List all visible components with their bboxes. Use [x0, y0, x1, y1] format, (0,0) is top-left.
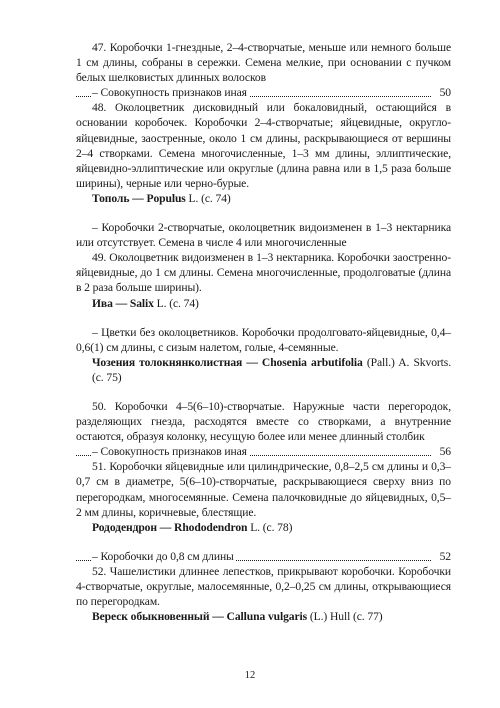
spacer	[76, 535, 451, 549]
taxon-rhododendron-name: Рододендрон — Rhododendron	[92, 520, 248, 534]
couplet-49-alt-text: – Цветки без околоцветников. Коробочки продолговато-яйцевидные, 0,4–0,6(1) см длины, с сизым налетом, голые, 4-семянные.	[76, 325, 451, 354]
taxon-calluna-author: (L.) Hull (с. 77)	[307, 610, 383, 624]
couplet-50-text: 50. Коробочки 4–5(6–10)-створчатые. Наружные части перегородок, разделяющих гнезда, расходятся вместе со створками, а внутренние остаются, образуя колонку, несущую более или менее длинный столбик	[76, 399, 451, 444]
couplet-50-alt	[76, 444, 451, 459]
couplet-50-alt-ref: 56	[437, 444, 451, 459]
couplet-51-text: 51. Коробочки яйцевидные или цилиндрические, 0,8–2,5 см длины и 0,3–0,7 см в диаметре, 5(6–10)-створчатые, раскрывающиеся сверху вниз по перегородкам, многосемянные. Семена палочковидные до яйцевидных, 0,5–2 мм длины, коричневые, блестящие.	[76, 460, 451, 519]
taxon-populus	[76, 191, 451, 206]
couplet-48-text: 48. Околоцветник дисковидный или бокаловидный, остающийся в основании коробочек. Коробочки 2–4-створчатые; яйцевидные, округло-яйцевидные, заостренные, около 1 см длины, раскрывающиеся от вершины 2–4 створками. Семена многочисленные, 1–3 мм длины, эллиптические, яйцевидно-эллиптические или округлые (длина равна или в 1,5 раза больше ширины), черные или черно-бурые.	[76, 101, 451, 190]
spacer	[76, 311, 451, 325]
couplet-47-alt-ref: 50	[437, 85, 451, 100]
couplet-51-alt-ref: 52	[437, 549, 451, 564]
taxon-salix-author: L. (с. 74)	[153, 296, 199, 310]
spacer	[76, 206, 451, 220]
taxon-calluna-name: Вереск обыкновенный — Calluna vulgaris	[92, 610, 308, 624]
spacer	[76, 385, 451, 399]
taxon-chosenia-author: (Pall.) A. Skvorts. (с. 75)	[92, 355, 451, 384]
couplet-47-alt-text: – Совокупность признаков иная	[92, 86, 247, 100]
couplet-51-alt-text: – Коробочки до 0,8 см длины	[92, 549, 234, 563]
couplet-47-alt	[76, 85, 451, 100]
taxon-populus-author: L. (с. 74)	[185, 191, 231, 205]
taxon-salix	[76, 296, 451, 311]
couplet-51-alt	[76, 549, 451, 564]
taxon-chosenia	[76, 355, 451, 385]
couplet-50-alt-text: – Совокупность признаков иная	[92, 445, 247, 459]
key-page	[76, 40, 451, 624]
couplet-47-text: 47. Коробочки 1-гнездные, 2–4-створчатые, меньше или немного больше 1 см длины, собраны в сережки. Семена мелкие, при основании с пучком белых шелковистых длинных волосков	[76, 41, 451, 85]
taxon-rhododendron-author: L. (с. 78)	[247, 520, 293, 534]
couplet-49-text: 49. Околоцветник видоизменен в 1–3 нектарника. Коробочки заостренно-яйцевидные, до 1 см длины. Семена многочисленные, продолговатые (длина в 2 раза больше ширины).	[76, 251, 451, 295]
taxon-populus-name: Тополь — Populus	[92, 191, 186, 205]
taxon-salix-name: Ива — Salix	[92, 296, 154, 310]
couplet-48-alt-text: – Коробочки 2-створчатые, околоцветник видоизменен в 1–3 нектарника или отсутствует. Семена в числе 4 или многочисленные	[76, 221, 451, 250]
couplet-52-text: 52. Чашелистики длиннее лепестков, прикрывают коробочки. Коробочки 4-створчатые, округлые, малосемянные, 0,2–0,25 см длины, открывающиеся по перегородкам.	[76, 564, 451, 609]
taxon-chosenia-name: Чозения толокнянколистная — Chosenia arbutifolia	[92, 355, 363, 369]
page-number: 12	[244, 670, 256, 681]
taxon-calluna	[76, 609, 451, 624]
taxon-rhododendron	[76, 520, 451, 535]
